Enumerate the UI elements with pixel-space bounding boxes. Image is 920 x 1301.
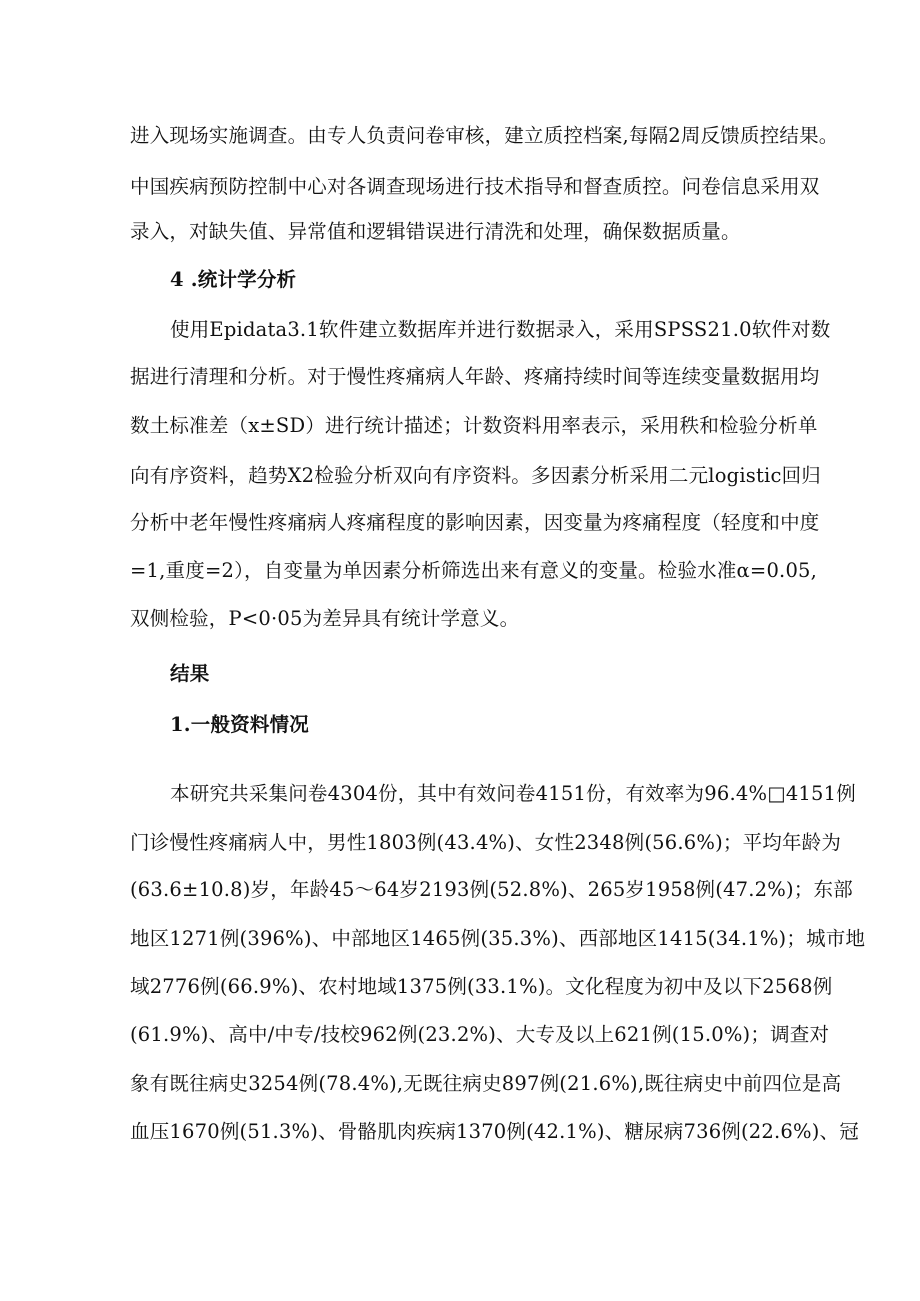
section-4-line-1: 使用Epidata3.1软件建立数据库并进行数据录入，采用SPSS21.0软件对数 — [170, 318, 831, 341]
results-line-3: (63.6±10.8)岁，年龄45〜64岁2193例(52.8%)、265岁1958例(47.2%)；东部 — [130, 878, 853, 901]
section-4-line-7: 双侧检验，P<0·05为差异具有统计学意义。 — [130, 607, 520, 630]
results-line-1: 本研究共采集问卷4304份，其中有效问卷4151份，有效率为96.4%□4151例 — [170, 782, 856, 805]
section-4-line-2: 据进行清理和分析。对于慢性疼痛病人年龄、疼痛持续时间等连续变量数据用均 — [130, 365, 820, 388]
section-4-line-4: 向有序资料，趋势X2检验分析双向有序资料。多因素分析采用二元logistic回归 — [130, 464, 821, 487]
section-4-line-5: 分析中老年慢性疼痛病人疼痛程度的影响因素，因变量为疼痛程度（轻度和中度 — [130, 511, 820, 534]
paragraph-1-line-1: 进入现场实施调查。由专人负责问卷审核，建立质控档案,每隔2周反馈质控结果。 — [130, 124, 839, 147]
section-4-line-6: =1,重度=2），自变量为单因素分析筛选出来有意义的变量。检验水准α=0.05, — [130, 559, 818, 582]
results-line-8: 血压1670例(51.3%)、骨骼肌肉疾病1370例(42.1%)、糖尿病736例(22.6%)、冠 — [130, 1120, 859, 1143]
results-subheading: 1.一般资料情况 — [170, 713, 309, 736]
results-line-4: 地区1271例(396%)、中部地区1465例(35.3%)、西部地区1415(34.1%)；城市地 — [130, 927, 866, 950]
results-line-6: (61.9%)、高中/中专/技校962例(23.2%)、大专及以上621例(15.0%)；调查对 — [130, 1023, 830, 1046]
section-4-line-3: 数土标准差（x±SD）进行统计描述；计数资料用率表示，采用秩和检验分析单 — [130, 414, 818, 437]
results-line-5: 域2776例(66.9%)、农村地域1375例(33.1%)。文化程度为初中及以下2568例 — [130, 975, 833, 998]
section-4-heading: 4 .统计学分析 — [170, 268, 297, 291]
paragraph-1-line-2: 中国疾病预防控制中心对各调查现场进行技术指导和督查质控。问卷信息采用双 — [130, 175, 820, 198]
paragraph-1-line-3: 录入，对缺失值、异常值和逻辑错误进行清洗和处理，确保数据质量。 — [130, 220, 741, 243]
results-line-7: 象有既往病史3254例(78.4%),无既往病史897例(21.6%),既往病史中前四位是高 — [130, 1072, 842, 1095]
results-heading: 结果 — [170, 662, 210, 685]
results-line-2: 门诊慢性疼痛病人中，男性1803例(43.4%)、女性2348例(56.6%)；平均年龄为 — [130, 831, 842, 854]
